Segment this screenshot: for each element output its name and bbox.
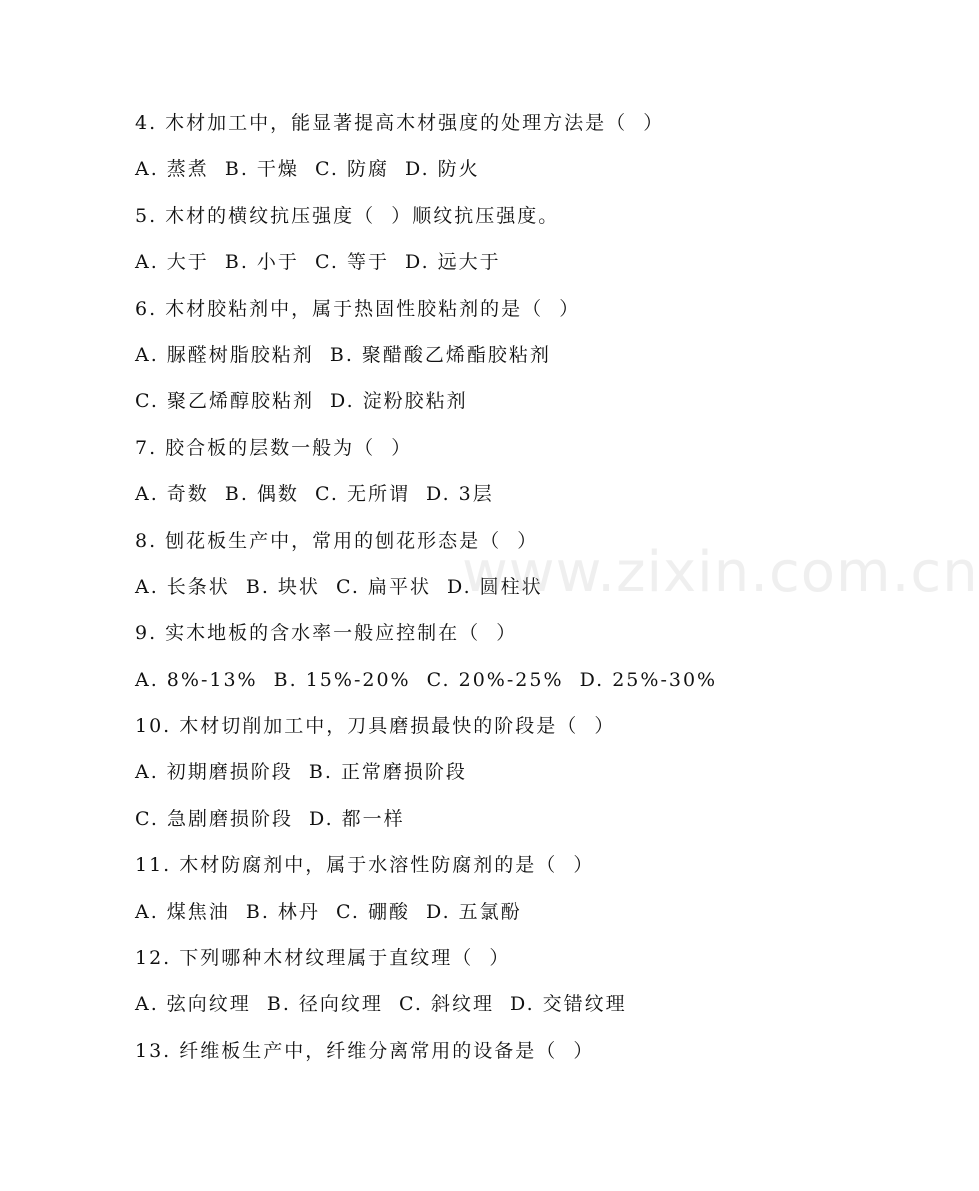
question-4-stem: 4. 木材加工中，能显著提高木材强度的处理方法是（ ） — [135, 112, 665, 134]
question-7-options: A. 奇数 B. 偶数 C. 无所谓 D. 3层 — [135, 483, 494, 506]
question-12-options: A. 弦向纹理 B. 径向纹理 C. 斜纹理 D. 交错纹理 — [135, 993, 627, 1016]
question-6-options-cd: C. 聚乙烯醇胶粘剂 D. 淀粉胶粘剂 — [135, 390, 468, 413]
question-9-options: A. 8%-13% B. 15%-20% C. 20%-25% D. 25%-30% — [135, 668, 718, 691]
question-11-stem: 11. 木材防腐剂中，属于水溶性防腐剂的是（ ） — [135, 854, 595, 877]
question-5-options: A. 大于 B. 小于 C. 等于 D. 远大于 — [135, 251, 501, 274]
question-11-options: A. 煤焦油 B. 林丹 C. 硼酸 D. 五氯酚 — [135, 900, 522, 923]
question-7-stem: 7. 胶合板的层数一般为（ ） — [135, 436, 413, 459]
question-8-options: A. 长条状 B. 块状 C. 扁平状 D. 圆柱状 — [135, 575, 543, 598]
question-list — [135, 108, 835, 1082]
question-6-options-ab: A. 脲醛树脂胶粘剂 B. 聚醋酸乙烯酯胶粘剂 — [135, 343, 551, 366]
question-5-stem: 5. 木材的横纹抗压强度（ ）顺纹抗压强度。 — [135, 204, 560, 227]
question-10-options-cd: C. 急剧磨损阶段 D. 都一样 — [135, 807, 405, 830]
question-9-stem: 9. 实木地板的含水率一般应控制在（ ） — [135, 622, 518, 645]
question-4-options: A. 蒸煮 B. 干燥 C. 防腐 D. 防火 — [135, 158, 480, 181]
question-10-stem: 10. 木材切削加工中，刀具磨损最快的阶段是（ ） — [135, 715, 616, 738]
watermark: www.zixin.com.cn — [462, 540, 979, 605]
question-13-stem: 13. 纤维板生产中，纤维分离常用的设备是（ ） — [135, 1039, 595, 1062]
question-8-stem: 8. 刨花板生产中，常用的刨花形态是（ ） — [135, 529, 539, 552]
question-10-options-ab: A. 初期磨损阶段 B. 正常磨损阶段 — [135, 761, 467, 784]
question-6-stem: 6. 木材胶粘剂中，属于热固性胶粘剂的是（ ） — [135, 297, 581, 320]
question-12-stem: 12. 下列哪种木材纹理属于直纹理（ ） — [135, 947, 511, 970]
